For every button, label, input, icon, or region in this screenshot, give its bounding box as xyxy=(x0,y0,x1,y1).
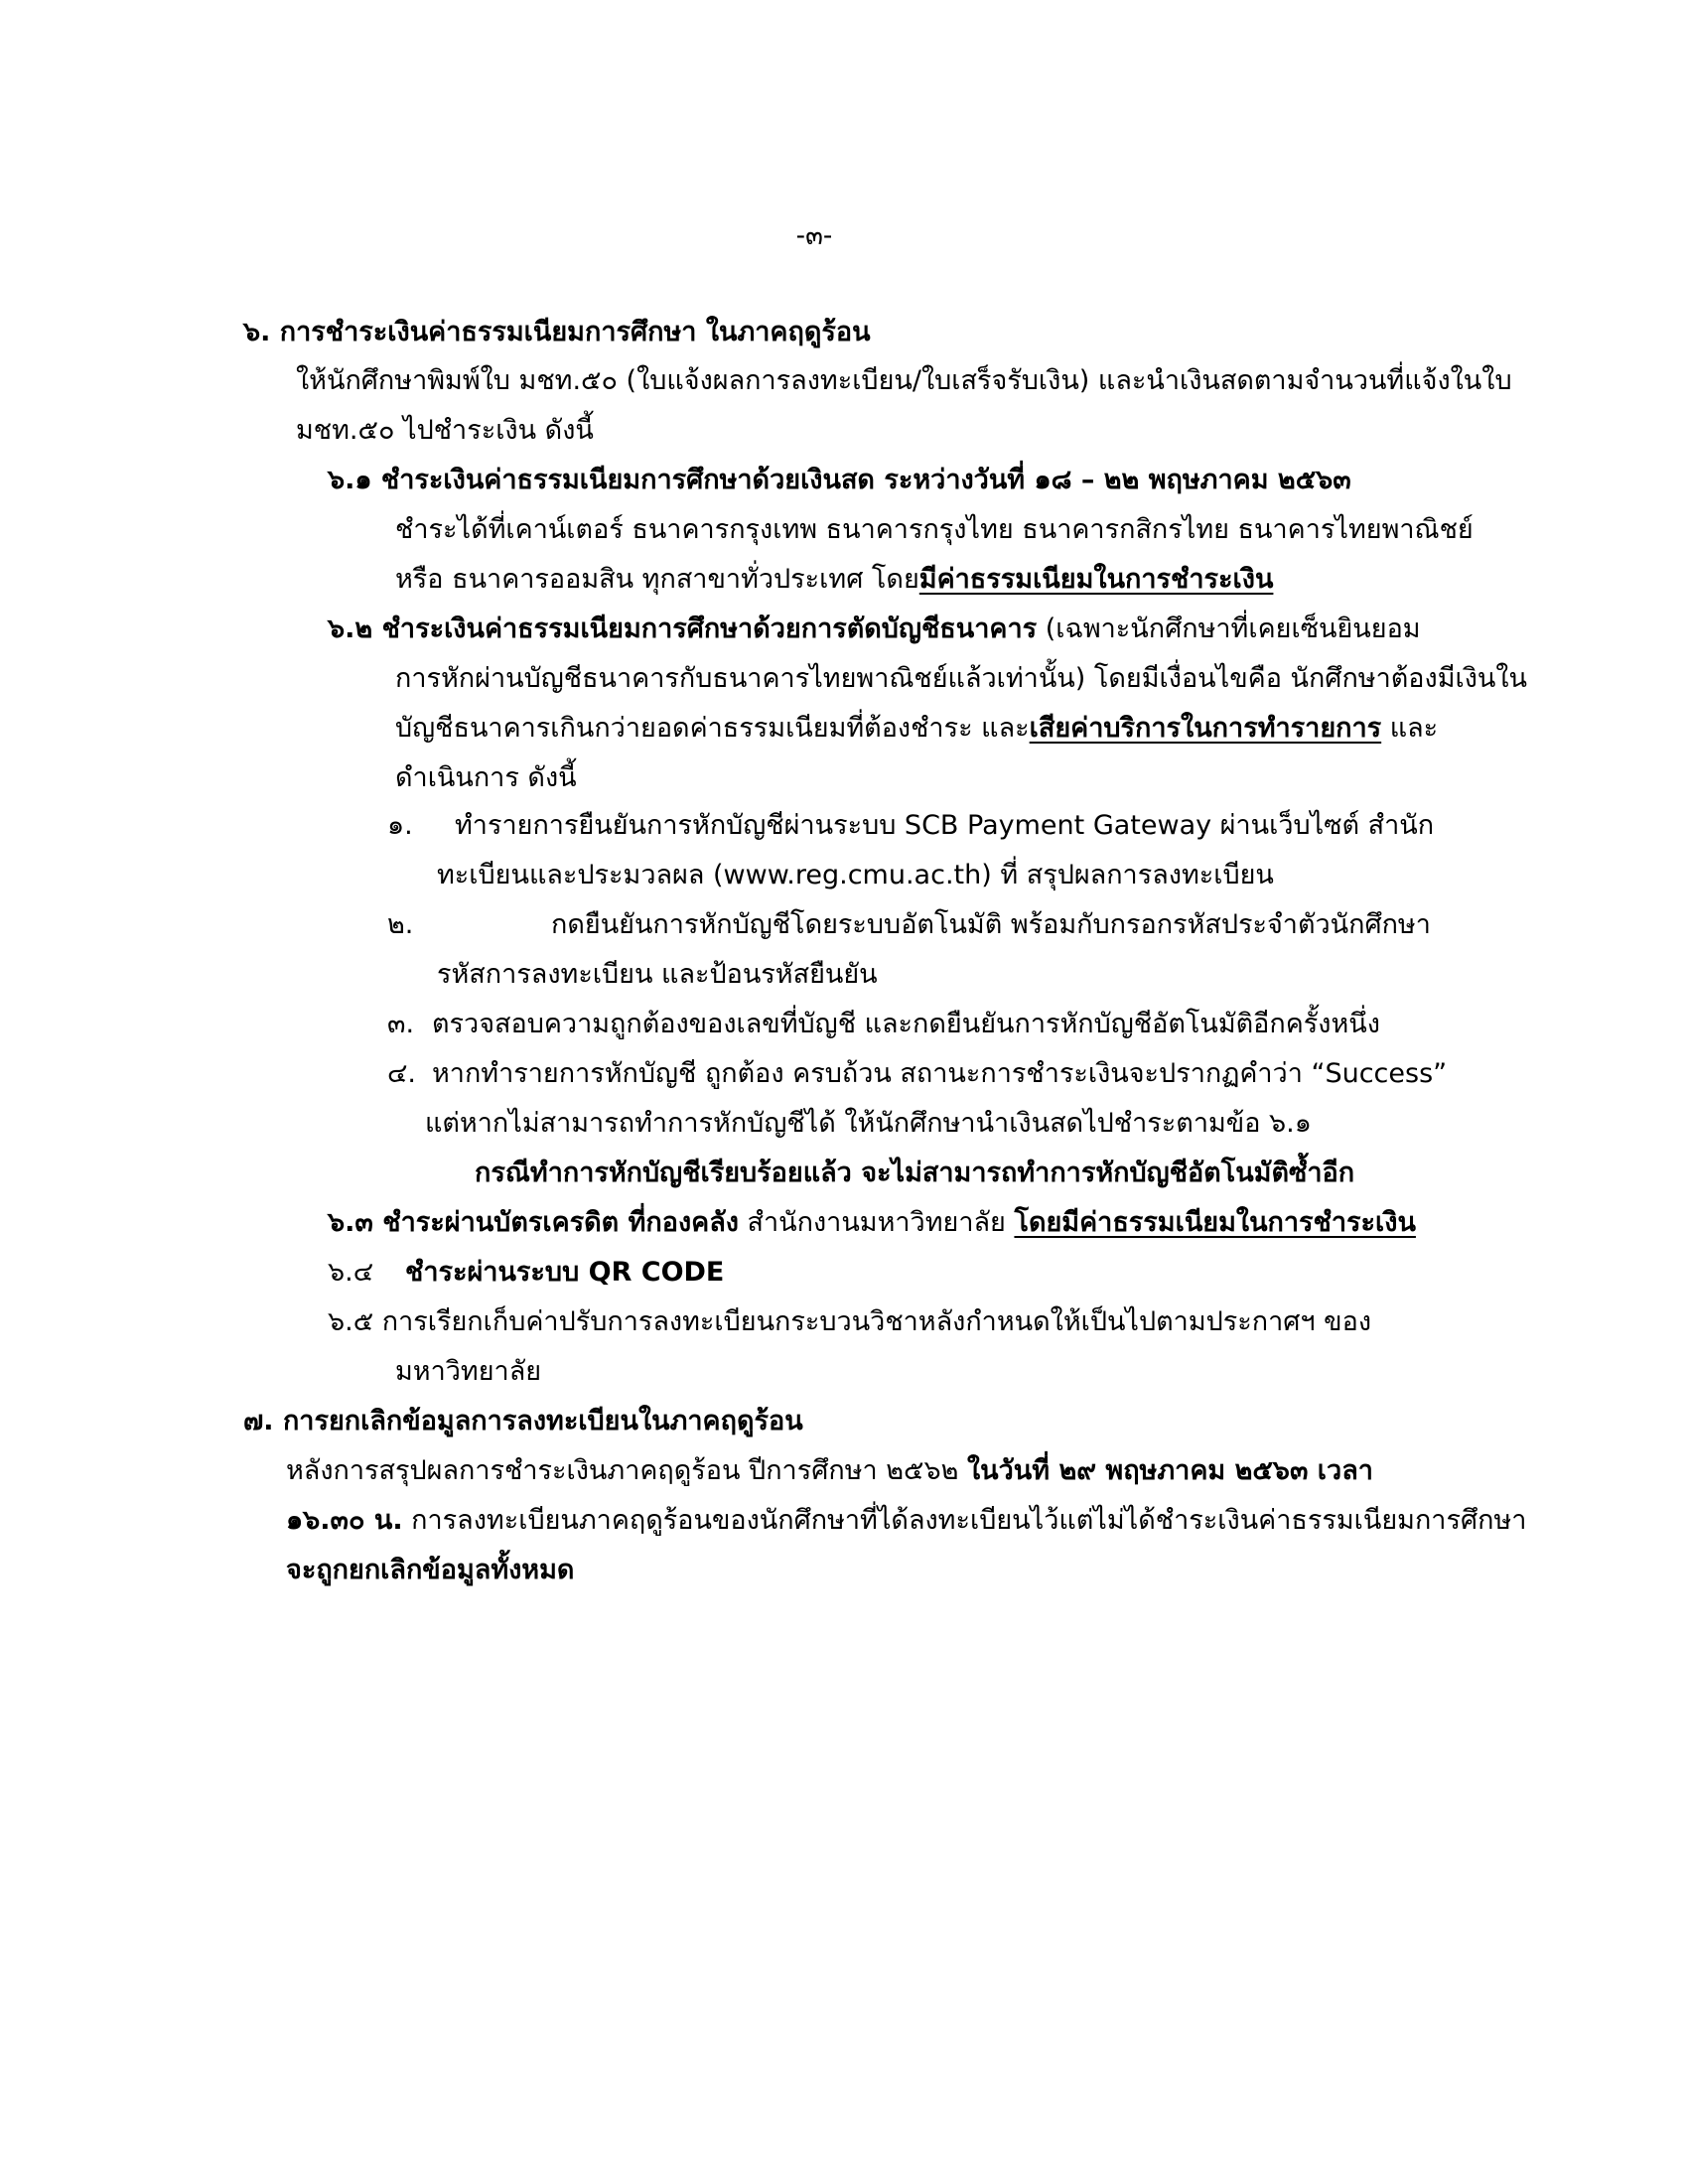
step-2-number: ๒. xyxy=(387,909,414,940)
section-6-heading: ๖. การชำระเงินค่าธรรมเนียมการศึกษา ในภาคฤดูร้อน xyxy=(243,317,871,347)
item-6-3-heading: ๖.๓ ชำระผ่านบัตรเครดิต ที่กองคลัง xyxy=(328,1207,739,1238)
page-number: -๓- xyxy=(795,220,833,251)
step-2-line-1: กดยืนยันการหักบัญชีโดยระบบอัตโนมัติ พร้อมกับกรอกรหัสประจำตัวนักศึกษา xyxy=(551,909,1431,940)
section-7-deadline-time: ๑๖.๓๐ น. xyxy=(286,1505,403,1536)
item-6-2-warning: กรณีทำการหักบัญชีเรียบร้อยแล้ว จะไม่สามารถทำการหักบัญชีอัตโนมัติซ้ำอีก xyxy=(475,1158,1355,1188)
step-2-line-2: รหัสการลงทะเบียน และป้อนรหัสยืนยัน xyxy=(437,959,878,990)
section-7-heading: ๗. การยกเลิกข้อมูลการลงทะเบียนในภาคฤดูร้อน xyxy=(243,1406,803,1436)
section-7-deadline: ในวันที่ ๒๙ พฤษภาคม ๒๕๖๓ เวลา xyxy=(966,1455,1373,1486)
item-6-1-line-2-text: หรือ ธนาคารออมสิน ทุกสาขาทั่วประเทศ โดย xyxy=(395,564,919,595)
item-6-2-heading-tail: (เฉพาะนักศึกษาที่เคยเซ็นยินยอม xyxy=(1037,614,1421,644)
item-6-5-line-2: มหาวิทยาลัย xyxy=(395,1356,542,1387)
section-7-line-3: จะถูกยกเลิกข้อมูลทั้งหมด xyxy=(286,1555,575,1585)
step-4-line-1: หากทำรายการหักบัญชี ถูกต้อง ครบถ้วน สถานะการชำระเงินจะปรากฏคำว่า “Success” xyxy=(432,1058,1448,1089)
step-1-line-2: ทะเบียนและประมวลผล (www.reg.cmu.ac.th) ที่ สรุปผลการลงทะเบียน xyxy=(437,860,1274,890)
step-3-number: ๓. xyxy=(387,1009,415,1039)
item-6-2-line-3-text: บัญชีธนาคารเกินกว่ายอดค่าธรรมเนียมที่ต้องชำระ และ xyxy=(395,713,1030,744)
item-6-1-fee-notice: มีค่าธรรมเนียมในการชำระเงิน xyxy=(918,564,1274,595)
step-1-number: ๑. xyxy=(387,810,413,841)
item-6-5-line-1: ๖.๕ การเรียกเก็บค่าปรับการลงทะเบียนกระบวนวิชาหลังกำหนดให้เป็นไปตามประกาศฯ ของ xyxy=(328,1306,1372,1337)
step-3-line-1: ตรวจสอบความถูกต้องของเลขที่บัญชี และกดยืนยันการหักบัญชีอัตโนมัติอีกครั้งหนึ่ง xyxy=(432,1009,1380,1039)
item-6-2-line-3 xyxy=(395,709,1438,749)
item-6-4-heading: ชำระผ่านระบบ QR CODE xyxy=(405,1257,725,1288)
section-6-intro-line-1: ให้นักศึกษาพิมพ์ใบ มชท.๕๐ (ใบแจ้งผลการลงทะเบียน/ใบเสร็จรับเงิน) และนำเงินสดตามจำนวนที่แจ้งในใบ xyxy=(296,365,1512,396)
section-7-line-2-text: การลงทะเบียนภาคฤดูร้อนของนักศึกษาที่ได้ลงทะเบียนไว้แต่ไม่ได้ชำระเงินค่าธรรมเนียมการศึกษา xyxy=(402,1505,1527,1536)
step-4-number: ๔. xyxy=(387,1058,417,1089)
item-6-2-service-fee-notice: เสียค่าบริการในการทำรายการ xyxy=(1029,713,1382,744)
step-4-line-2: แต่หากไม่สามารถทำการหักบัญชีได้ ให้นักศึกษานำเงินสดไปชำระตามข้อ ๖.๑ xyxy=(425,1108,1312,1139)
item-6-3-text: สำนักงานมหาวิทยาลัย xyxy=(738,1207,1015,1238)
section-7-line-1-text: หลังการสรุปผลการชำระเงินภาคฤดูร้อน ปีการศึกษา ๒๕๖๒ xyxy=(286,1455,967,1486)
section-6-intro-line-2: มชท.๕๐ ไปชำระเงิน ดังนี้ xyxy=(296,415,594,446)
item-6-2-line-2: การหักผ่านบัญชีธนาคารกับธนาคารไทยพาณิชย์แล้วเท่านั้น) โดยมีเงื่อนไขคือ นักศึกษาต้องมีเงินใน xyxy=(395,663,1527,694)
item-6-1-line-1: ชำระได้ที่เคาน์เตอร์ ธนาคารกรุงเทพ ธนาคารกรุงไทย ธนาคารกสิกรไทย ธนาคารไทยพาณิชย์ xyxy=(395,514,1474,545)
item-6-2-line-1 xyxy=(328,610,1421,649)
item-6-3-line xyxy=(328,1203,1416,1243)
section-7-line-1 xyxy=(286,1451,1373,1491)
item-6-1-heading: ๖.๑ ชำระเงินค่าธรรมเนียมการศึกษาด้วยเงินสด ระหว่างวันที่ ๑๘ – ๒๒ พฤษภาคม ๒๕๖๓ xyxy=(328,465,1351,495)
item-6-2-heading: ๖.๒ ชำระเงินค่าธรรมเนียมการศึกษาด้วยการตัดบัญชีธนาคาร xyxy=(328,614,1038,644)
item-6-2-line-3-tail: และ xyxy=(1381,713,1439,744)
step-1-line-1: ทำรายการยืนยันการหักบัญชีผ่านระบบ SCB Payment Gateway ผ่านเว็บไซต์ สำนัก xyxy=(455,810,1435,841)
item-6-2-line-4: ดำเนินการ ดังนี้ xyxy=(395,762,577,793)
item-6-4-number: ๖.๔ xyxy=(328,1257,374,1288)
item-6-1-line-2 xyxy=(395,560,1273,600)
item-6-3-fee-notice: โดยมีค่าธรรมเนียมในการชำระเงิน xyxy=(1014,1207,1416,1238)
section-7-line-2 xyxy=(286,1501,1526,1541)
